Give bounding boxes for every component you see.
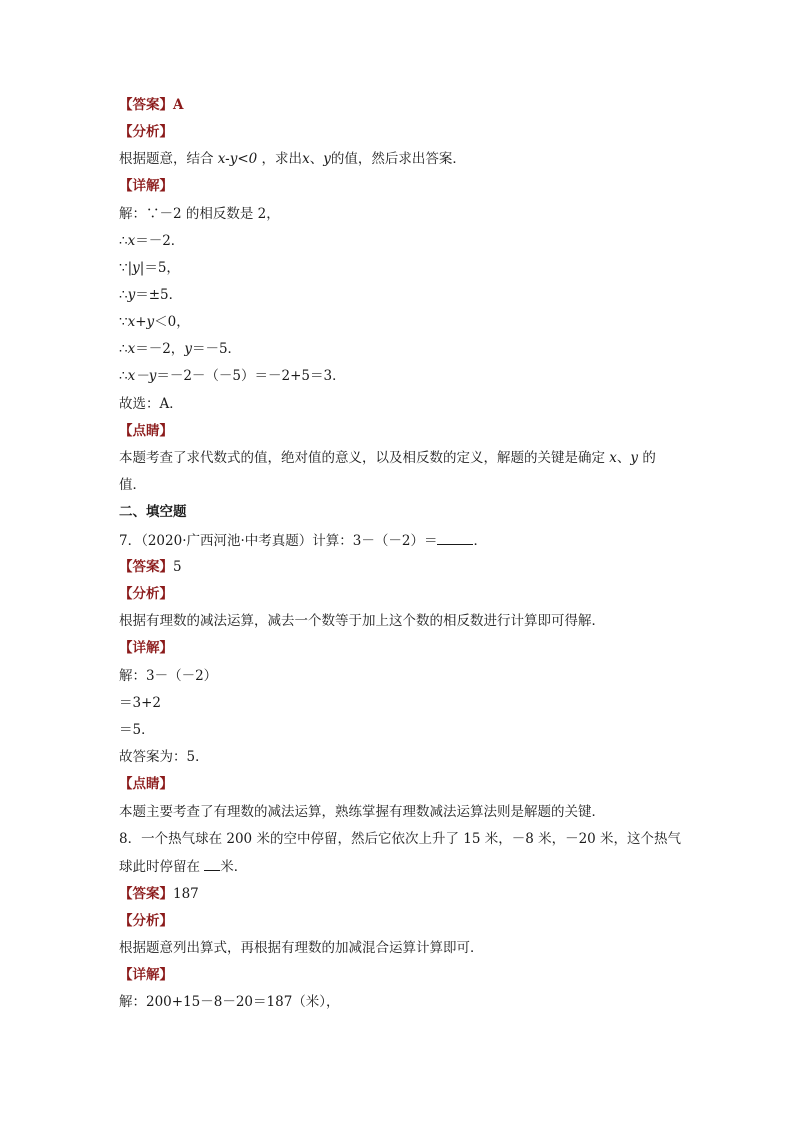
variable-y: y xyxy=(127,287,136,303)
answer-line xyxy=(119,95,689,115)
comment-text-part: 的 xyxy=(638,450,656,466)
step-text: ＝±5． xyxy=(135,287,183,303)
solution-step xyxy=(119,231,689,251)
question-text: 球此时停留在 xyxy=(119,859,205,875)
step-text: ＝－2， xyxy=(135,341,185,357)
analysis-label: 【分析】 xyxy=(119,124,173,140)
therefore-symbol: ∴ xyxy=(119,233,128,249)
step-text: ＝－2－（－5）＝－2+5＝3． xyxy=(156,368,346,384)
comment-label: 【点睛】 xyxy=(119,423,173,439)
detail-label-line xyxy=(119,176,689,196)
analysis-text-part: 根据题意，结合 xyxy=(119,151,218,167)
solution-step xyxy=(119,992,689,1012)
variable-x: x xyxy=(127,341,136,357)
comment-text xyxy=(119,802,689,822)
question-text: ． xyxy=(473,533,487,549)
comment-text xyxy=(119,475,689,495)
because-symbol: ∵| xyxy=(119,260,133,276)
because-symbol: ∵ xyxy=(119,314,128,330)
answer-line xyxy=(119,884,689,904)
comment-label-line xyxy=(119,421,689,441)
detail-label-line xyxy=(119,965,689,985)
analysis-text-part: 根据题意列出算式，再根据有理数的加减混合运算计算即可． xyxy=(119,940,484,956)
detail-label: 【详解】 xyxy=(119,967,173,983)
question-text: 米． xyxy=(220,859,248,875)
section-heading: 二、填空题 xyxy=(119,504,187,520)
question-8-continued xyxy=(119,856,689,877)
therefore-symbol: ∴ xyxy=(119,341,128,357)
answer-value: A xyxy=(173,97,184,113)
solution-step xyxy=(119,747,689,767)
solution-step xyxy=(119,285,689,305)
comment-text-part: 本题考查了求代数式的值，绝对值的意义，以及相反数的定义，解题的关键是确定 xyxy=(119,450,610,466)
step-text: 故选：A． xyxy=(119,396,183,412)
analysis-text xyxy=(119,611,689,631)
step-text: ＝－2． xyxy=(135,233,185,249)
analysis-label: 【分析】 xyxy=(119,586,173,602)
step-text: ＝5． xyxy=(119,722,155,738)
analysis-label-line xyxy=(119,911,689,931)
variable-y: y xyxy=(323,151,331,167)
separator: 、 xyxy=(616,450,631,466)
comment-label: 【点睛】 xyxy=(119,776,173,792)
answer-value: 5 xyxy=(173,559,182,575)
solution-step xyxy=(119,720,689,740)
answer-blank xyxy=(437,530,473,545)
solution-step xyxy=(119,693,689,713)
solution-step xyxy=(119,258,689,278)
variable-y: y xyxy=(132,260,140,276)
answer-label: 【答案】 xyxy=(119,97,173,113)
step-text: ＝3+2 xyxy=(119,695,161,711)
solution-step xyxy=(119,366,689,386)
analysis-text-part: 根据有理数的减法运算，减去一个数等于加上这个数的相反数进行计算即可得解． xyxy=(119,613,605,629)
comment-text-part: 本题主要考查了有理数的减法运算，熟练掌握有理数减法运算法则是解题的关键． xyxy=(119,804,605,820)
variable-x: x xyxy=(127,233,136,249)
comment-label-line xyxy=(119,774,689,794)
solution-step xyxy=(119,339,689,359)
separator: 、 xyxy=(309,151,324,167)
step-text: 故答案为：5． xyxy=(119,749,209,765)
solution-step xyxy=(119,666,689,686)
solution-step xyxy=(119,204,689,224)
step-text: 解：3－（－2） xyxy=(119,668,218,684)
expression: x－y xyxy=(127,368,157,384)
analysis-text-part: ，求出 xyxy=(257,151,303,167)
step-text: ＝－5． xyxy=(191,341,242,357)
step-text: 解：200+15－8－20＝187（米）， xyxy=(119,994,340,1010)
answer-line xyxy=(119,557,689,577)
solution-step xyxy=(119,394,689,414)
question-7 xyxy=(119,530,689,551)
step-text: |＝5， xyxy=(139,260,180,276)
comment-text xyxy=(119,448,689,468)
answer-value: 187 xyxy=(173,886,199,902)
step-text: ＜0， xyxy=(154,314,190,330)
analysis-text-part: 的值，然后求出答案． xyxy=(330,151,466,167)
expression: x+y xyxy=(127,314,155,330)
analysis-text xyxy=(119,938,689,958)
answer-label: 【答案】 xyxy=(119,886,173,902)
question-text: 8．一个热气球在 200 米的空中停留，然后它依次上升了 15 米，－8 米，－20 米，这个热气 xyxy=(119,831,682,847)
answer-blank xyxy=(204,856,220,871)
question-text: 7．（2020·广西河池·中考真题）计算：3－（－2）＝ xyxy=(119,533,438,549)
detail-label: 【详解】 xyxy=(119,640,173,656)
comment-text-part: 值． xyxy=(119,477,146,493)
step-text: 解：∵－2 的相反数是 2， xyxy=(119,206,280,222)
analysis-label-line xyxy=(119,584,689,604)
therefore-symbol: ∴ xyxy=(119,368,128,384)
analysis-label-line xyxy=(119,122,689,142)
detail-label-line xyxy=(119,638,689,658)
analysis-formula: x-y<0 xyxy=(217,151,258,167)
detail-label: 【详解】 xyxy=(119,178,173,194)
question-8 xyxy=(119,829,689,849)
variable-y: y xyxy=(630,450,639,466)
variable-x: x xyxy=(302,151,310,167)
solution-step xyxy=(119,312,689,332)
variable-x: x xyxy=(609,450,617,466)
variable-y: y xyxy=(184,341,192,357)
therefore-symbol: ∴ xyxy=(119,287,128,303)
answer-label: 【答案】 xyxy=(119,559,173,575)
analysis-text xyxy=(119,149,689,169)
analysis-label: 【分析】 xyxy=(119,913,173,929)
